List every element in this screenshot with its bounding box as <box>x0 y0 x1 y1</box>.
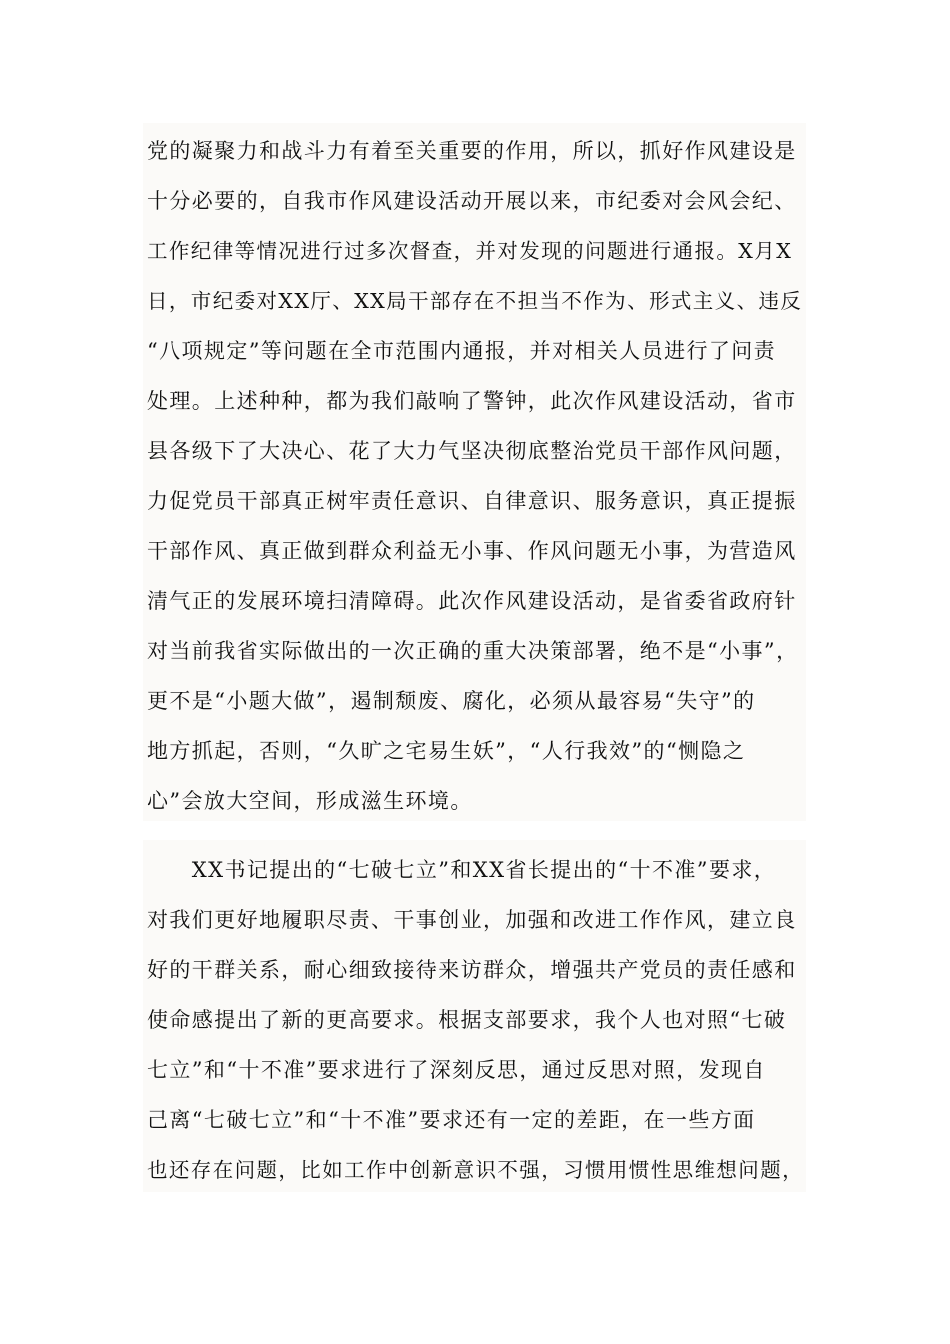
text-line: 也还存在问题，比如工作中创新意识不强，习惯用惯性思维想问题， <box>147 1158 804 1182</box>
text-line: 好的干群关系，耐心细致接待来访群众，增强共产党员的责任感和 <box>147 958 797 982</box>
text-line: 日，市纪委对XX厅、XX局干部存在不担当不作为、形式主义、违反 <box>147 289 803 313</box>
text-line: 更不是“小题大做”，遏制颓废、腐化，必须从最容易“失守”的 <box>147 689 756 713</box>
text-line: 清气正的发展环境扫清障碍。此次作风建设活动，是省委省政府针 <box>147 589 797 613</box>
text-line: 力促党员干部真正树牢责任意识、自律意识、服务意识，真正提振 <box>147 489 797 513</box>
text-line: “八项规定”等问题在全市范围内通报，并对相关人员进行了问责 <box>147 339 777 363</box>
text-line: 地方抓起，否则，“久旷之宅易生妖”，“人行我效”的“恻隐之 <box>147 739 746 763</box>
text-line: 党的凝聚力和战斗力有着至关重要的作用，所以，抓好作风建设是 <box>147 139 797 163</box>
text-line: 县各级下了大决心、花了大力气坚决彻底整治党员干部作风问题， <box>147 439 797 463</box>
text-line: 干部作风、真正做到群众利益无小事、作风问题无小事，为营造风 <box>147 539 797 563</box>
text-line: 对当前我省实际做出的一次正确的重大决策部署，绝不是“小事”， <box>147 639 799 663</box>
text-line: 十分必要的，自我市作风建设活动开展以来，市纪委对会风会纪、 <box>147 189 797 213</box>
paragraph-2 <box>143 840 806 1192</box>
text-line: 对我们更好地履职尽责、干事创业，加强和改进工作作风，建立良 <box>147 908 797 932</box>
text-line: 己离“七破七立”和“十不准”要求还有一定的差距，在一些方面 <box>147 1108 756 1132</box>
text-line: 心”会放大空间，形成滋生环境。 <box>147 789 473 813</box>
text-line: 使命感提出了新的更高要求。根据支部要求，我个人也对照“七破 <box>147 1008 787 1032</box>
text-line: 处理。上述种种，都为我们敲响了警钟，此次作风建设活动，省市 <box>147 389 797 413</box>
text-line: 七立”和“十不准”要求进行了深刻反思，通过反思对照，发现自 <box>147 1058 766 1082</box>
text-line: XX书记提出的“七破七立”和XX省长提出的“十不准”要求， <box>147 858 777 882</box>
text-line: 工作纪律等情况进行过多次督查，并对发现的问题进行通报。X月X <box>147 239 793 263</box>
paragraph-1 <box>143 123 806 821</box>
